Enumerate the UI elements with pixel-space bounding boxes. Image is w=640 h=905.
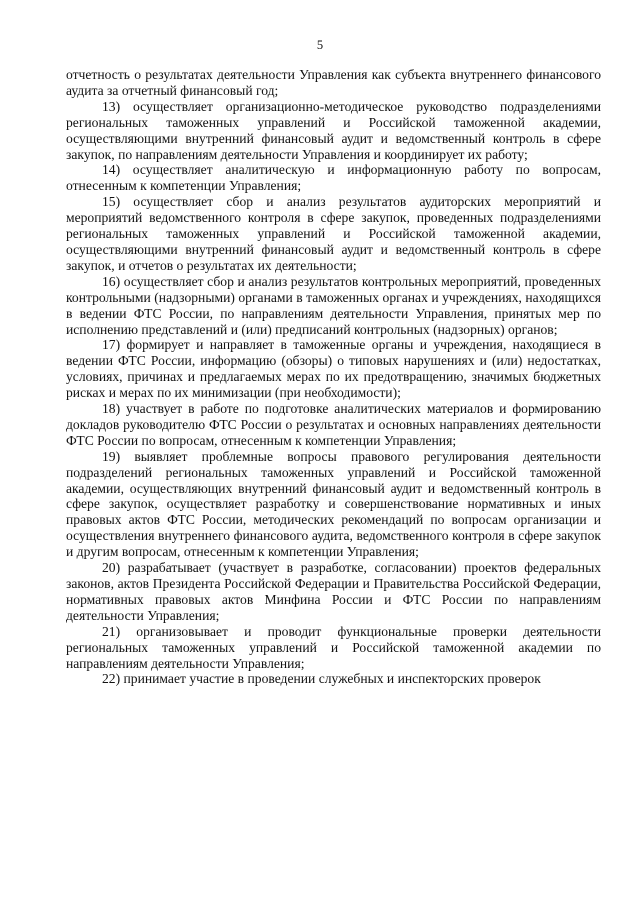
- paragraph-item-15: 15) осуществляет сбор и анализ результатов аудиторских мероприятий и мероприятий ведомственного контроля в сфере закупок, проведенных подразделениями региональных таможенных управлений и Российской таможенной академии, осуществляющими внутренний финансовый аудит и ведомственный контроль в сфере закупок, и отчетов о результатах их деятельности;: [66, 194, 601, 273]
- paragraph-item-21: 21) организовывает и проводит функциональные проверки деятельности региональных таможенных управлений и Российской таможенной академии по направлениям деятельности Управления;: [66, 623, 601, 671]
- body-text: [66, 67, 601, 687]
- paragraph-item-13: 13) осуществляет организационно-методическое руководство подразделениями региональных таможенных управлений и Российской таможенной академии, осуществляющими внутренний финансовый аудит и ведомственный контроль в сфере закупок, по направлениям деятельности Управления и координирует их работу;: [66, 98, 601, 162]
- paragraph-item-22: 22) принимает участие в проведении служебных и инспекторских проверок: [102, 671, 541, 687]
- paragraph-item-17: 17) формирует и направляет в таможенные органы и учреждения, находящиеся в ведении ФТС России, информацию (обзоры) о типовых нарушениях и (или) недостатках, условиях, причинах и предлагаемых мерах по их предотвращению, значимых бюджетных рисках и мерах по их минимизации (при необходимости);: [66, 337, 601, 401]
- paragraph-continuation: отчетность о результатах деятельности Управления как субъекта внутреннего финансового аудита за отчетный финансовый год;: [66, 67, 601, 98]
- paragraph-item-18: 18) участвует в работе по подготовке аналитических материалов и формированию докладов руководителю ФТС России о результатах и основных направлениях деятельности ФТС России по вопросам, отнесенным к компетенции Управления;: [66, 401, 601, 448]
- page-number: 5: [316, 38, 324, 52]
- paragraph-item-16: 16) осуществляет сбор и анализ результатов контрольных мероприятий, проведенных контрольными (надзорными) органами в таможенных органах и учреждениях, находящихся в ведении ФТС России, по направлениям деятельности Управления, принятых мер по исполнению представлений и (или) предписаний контрольных (надзорных) органов;: [66, 273, 601, 337]
- paragraph-item-20: 20) разрабатывает (участвует в разработке, согласовании) проектов федеральных законов, актов Президента Российской Федерации и Правительства Российской Федерации, нормативных правовых актов Минфина России и ФТС России по направлениям деятельности Управления;: [66, 560, 601, 623]
- paragraph-item-19: 19) выявляет проблемные вопросы правового регулирования деятельности подразделений региональных таможенных управлений и Российской таможенной академии, осуществляющих внутренний финансовый аудит и ведомственный контроль в сфере закупок, осуществляет разработку и совершенствование нормативных и иных правовых актов ФТС России, методических рекомендаций по вопросам организации и осуществления внутреннего финансового аудита, ведомственного контроля в сфере закупок и другим вопросам, отнесенным к компетенции Управления;: [66, 448, 601, 560]
- paragraph-item-14: 14) осуществляет аналитическую и информационную работу по вопросам, отнесенным к компетенции Управления;: [66, 162, 601, 194]
